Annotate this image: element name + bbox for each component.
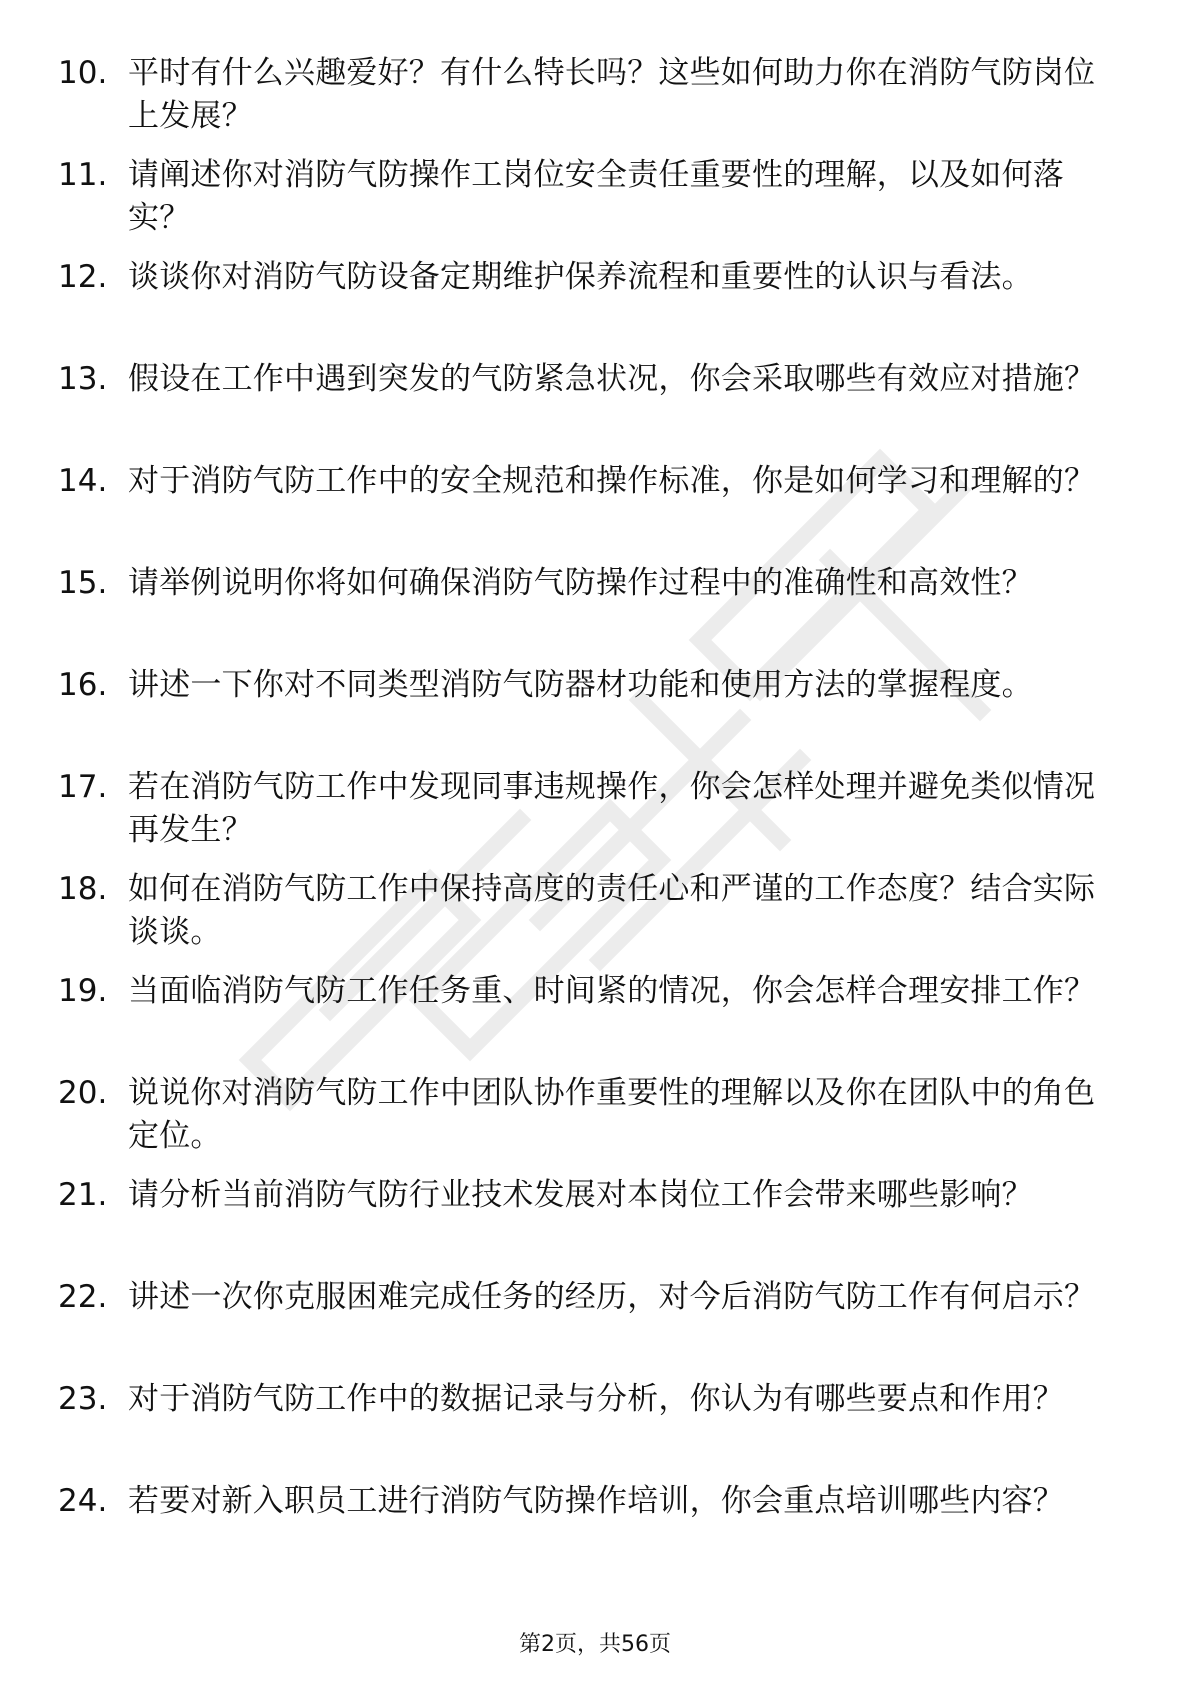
question-text: 请阐述你对消防气防操作工岗位安全责任重要性的理解，以及如何落实？ [128,157,1064,236]
question-text: 谈谈你对消防气防设备定期维护保养流程和重要性的认识与看法。 [128,259,1033,295]
question-item [0,970,1190,1072]
question-text: 平时有什么兴趣爱好？有什么特长吗？这些如何助力你在消防气防岗位上发展？ [128,55,1096,134]
question-item [0,664,1190,766]
question-text: 讲述一次你克服困难完成任务的经历，对今后消防气防工作有何启示？ [128,1279,1096,1315]
page-footer: 第2页，共56页 [519,1632,671,1657]
question-number: 14. [58,463,108,499]
question-text: 对于消防气防工作中的数据记录与分析，你认为有哪些要点和作用？ [128,1381,1064,1417]
question-item [0,1174,1190,1276]
question-item [0,1276,1190,1378]
question-number: 17. [58,769,108,805]
question-item [0,1480,1190,1582]
question-text: 请举例说明你将如何确保消防气防操作过程中的准确性和高效性？ [128,565,1033,601]
question-item [0,868,1190,970]
question-item [0,562,1190,664]
question-item [0,256,1190,358]
question-number: 19. [58,973,108,1009]
question-item [0,460,1190,562]
question-number: 10. [58,55,108,91]
question-number: 11. [58,157,108,193]
question-text: 当面临消防气防工作任务重、时间紧的情况，你会怎样合理安排工作？ [128,973,1096,1009]
question-text: 如何在消防气防工作中保持高度的责任心和严谨的工作态度？结合实际谈谈。 [128,871,1096,950]
question-text: 对于消防气防工作中的安全规范和操作标准，你是如何学习和理解的？ [128,463,1096,499]
question-item [0,1072,1190,1174]
question-list [0,52,1190,1582]
question-number: 21. [58,1177,108,1213]
question-number: 15. [58,565,108,601]
question-number: 12. [58,259,108,295]
question-text: 若要对新入职员工进行消防气防操作培训，你会重点培训哪些内容？ [128,1483,1064,1519]
question-item [0,358,1190,460]
question-number: 24. [58,1483,108,1519]
question-number: 22. [58,1279,108,1315]
question-number: 18. [58,871,108,907]
question-number: 13. [58,361,108,397]
question-text: 请分析当前消防气防行业技术发展对本岗位工作会带来哪些影响？ [128,1177,1033,1213]
question-number: 16. [58,667,108,703]
question-text: 说说你对消防气防工作中团队协作重要性的理解以及你在团队中的角色定位。 [128,1075,1096,1154]
question-text: 若在消防气防工作中发现同事违规操作，你会怎样处理并避免类似情况再发生？ [128,769,1096,848]
question-number: 23. [58,1381,108,1417]
question-text: 讲述一下你对不同类型消防气防器材功能和使用方法的掌握程度。 [128,667,1033,703]
question-number: 20. [58,1075,108,1111]
question-item [0,154,1190,256]
question-item [0,1378,1190,1480]
question-item [0,766,1190,868]
question-text: 假设在工作中遇到突发的气防紧急状况，你会采取哪些有效应对措施？ [128,361,1096,397]
question-item [0,52,1190,154]
